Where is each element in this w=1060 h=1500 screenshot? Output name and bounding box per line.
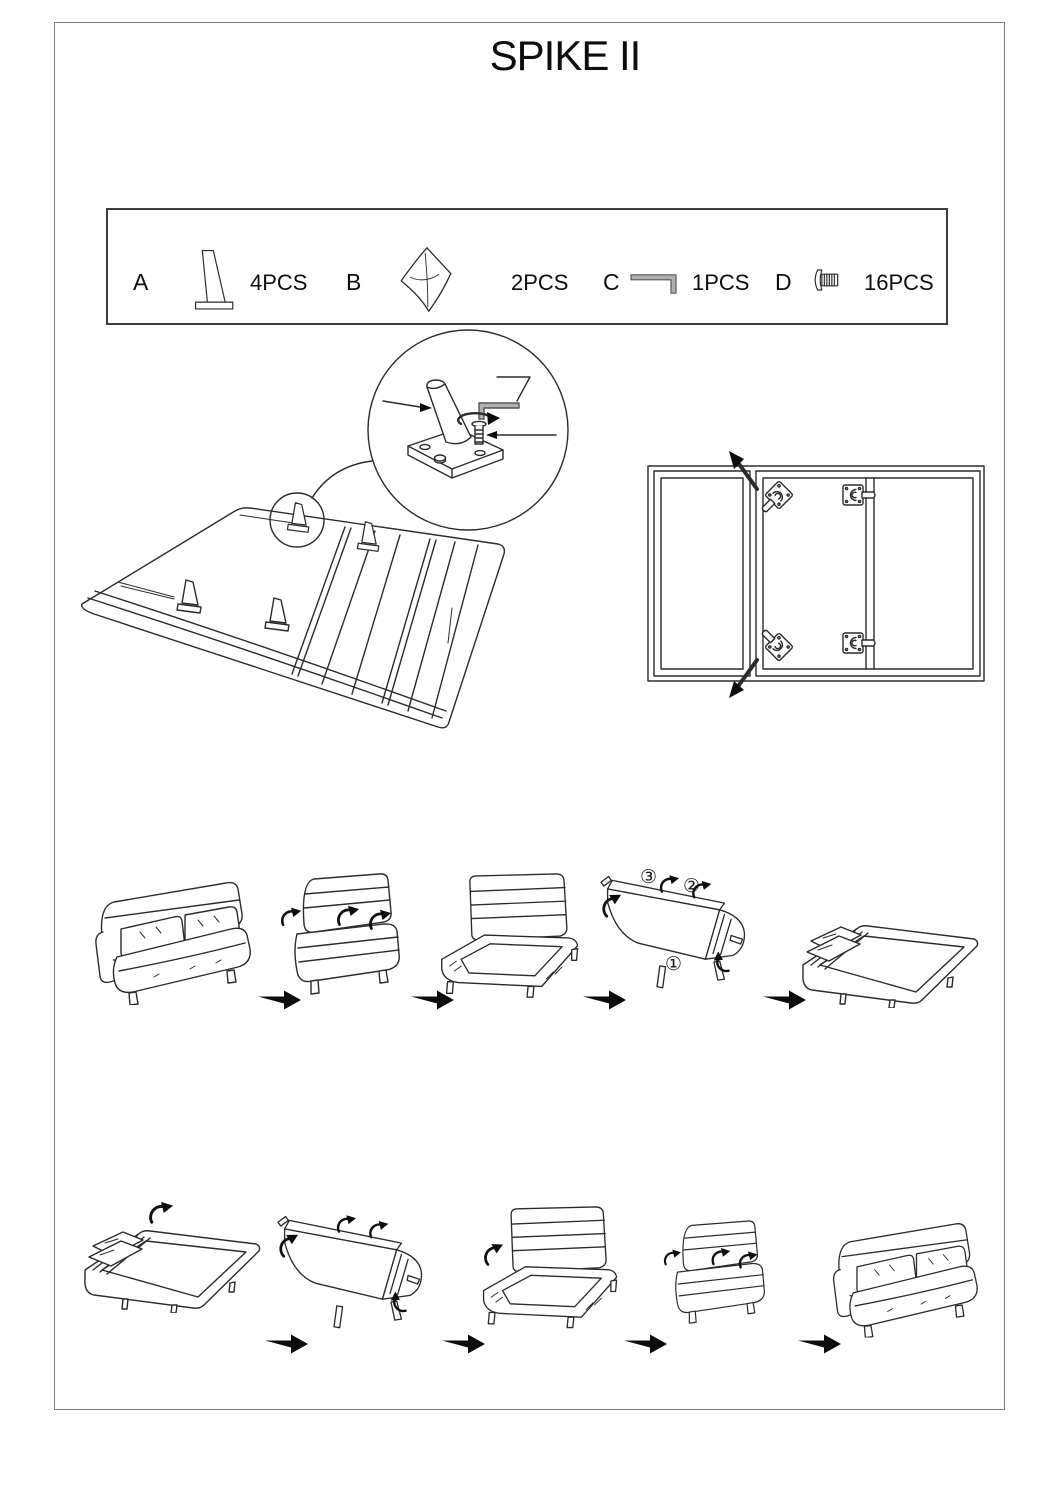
step-sofa-with-pillows	[96, 883, 250, 1005]
fold-step-2-badge: ②	[683, 876, 701, 897]
next-step-arrow-icon	[624, 1335, 667, 1354]
frame-top-view	[648, 451, 984, 698]
next-step-arrow-icon	[763, 991, 806, 1010]
part-b-qty: 2PCS	[511, 270, 569, 295]
next-step-arrow-icon	[442, 1335, 485, 1354]
fold-direction-arrow-icon	[482, 1241, 507, 1265]
step-flat-bed	[85, 1231, 260, 1313]
allen-key-icon	[631, 275, 676, 293]
fold-back-sequence-row	[85, 1202, 977, 1354]
step-fold-backrest-down	[600, 875, 745, 988]
part-a-qty: 4PCS	[250, 270, 308, 295]
step-open-frame	[484, 1207, 617, 1328]
part-b-label: B	[346, 269, 362, 295]
fold-step-3-badge: ③	[640, 867, 658, 888]
part-a-label: A	[133, 269, 149, 295]
next-step-arrow-icon	[583, 991, 626, 1010]
next-step-arrow-icon	[265, 1335, 308, 1354]
next-step-arrow-icon	[798, 1335, 841, 1354]
page-title: SPIKE II	[489, 32, 641, 79]
part-c-label: C	[603, 269, 620, 295]
step-raise-backrest	[277, 1215, 422, 1328]
unfold-sequence-row	[96, 874, 978, 1010]
pillow-icon	[401, 248, 451, 311]
leg-mounting-callout	[368, 330, 568, 530]
fold-step-1-badge: ①	[665, 954, 683, 975]
step-close-seat	[665, 1221, 764, 1323]
step-sofa-with-pillows	[834, 1224, 978, 1338]
part-d-qty: 16PCS	[864, 270, 934, 295]
bolt-icon	[815, 270, 838, 290]
step-open-frame	[442, 874, 578, 997]
lift-direction-arrow-icon	[151, 1202, 173, 1222]
part-d-label: D	[775, 269, 792, 295]
step-flat-bed	[803, 926, 978, 1008]
callout-connector-line	[312, 461, 372, 498]
next-step-arrow-icon	[258, 991, 301, 1010]
part-c-qty: 1PCS	[692, 270, 750, 295]
sofa-leg-icon	[196, 251, 233, 309]
step-remove-pillows-lift-seat	[282, 874, 399, 994]
